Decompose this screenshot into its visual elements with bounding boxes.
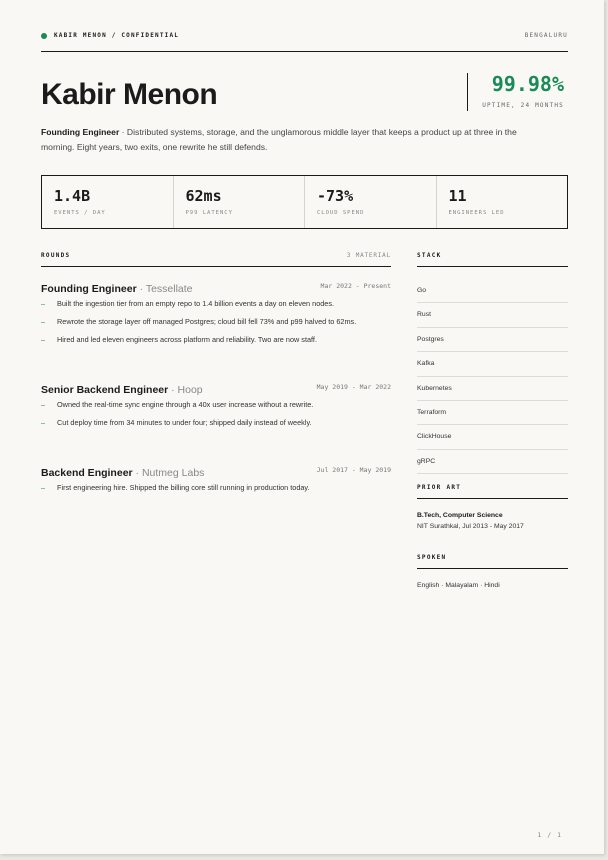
stack-item: Kafka [417,352,568,376]
top-bar [41,31,568,52]
bullet-item [41,317,391,326]
bullet-item [41,299,391,308]
dash-icon: – [41,400,46,409]
bullet-item [41,418,391,427]
headline-metric-label: UPTIME, 24 MONTHS [482,102,564,109]
stack-item: Kubernetes [417,377,568,401]
role-dates: Mar 2022 - Present [320,282,391,290]
stat-label: ENGINEERS LED [448,210,505,216]
spoken-section-header [417,554,568,569]
dash-icon: – [41,418,46,427]
bullet-text: Built the ingestion tier from an empty repo to 1.4 billion events a day on eleven nodes. [57,299,335,308]
stat-value: 11 [448,187,467,205]
role-header [41,463,391,477]
summary [41,125,551,155]
stats-strip [41,175,568,229]
stat-value: 1.4B [54,187,91,205]
stat-label: EVENTS / DAY [54,210,106,216]
role-title: Backend Engineer [41,467,133,479]
headline-metric-value: 99.98% [491,72,564,96]
stack-item: gRPC [417,450,568,474]
role-title: Founding Engineer [41,283,137,295]
stat-cloud-spend [305,176,437,228]
metric-divider [467,73,468,111]
stat-events [42,176,174,228]
header-label: KABIR MENON / CONFIDENTIAL [54,32,180,39]
stack-item: Go [417,279,568,303]
bullet-item [41,483,391,492]
rounds-count: 3 MATERIAL [346,252,391,259]
stack-item: Postgres [417,328,568,352]
prior-art-title: PRIOR ART [417,484,462,491]
role-company: · Nutmeg Labs [132,467,205,479]
bullet-text: First engineering hire. Shipped the billing core still running in production today. [57,483,310,492]
bullet-text: Rewrote the storage layer off managed Postgres; cloud bill fell 73% and p99 halved to 62ms. [57,317,357,326]
stat-label: CLOUD SPEND [317,210,365,216]
rounds-title: ROUNDS [41,252,71,259]
role-header [41,380,391,394]
stack-item: Terraform [417,401,568,425]
role-bullets [41,400,391,427]
prior-art-section-header [417,484,568,499]
education-school: NIT Surathkal, Jul 2013 - May 2017 [417,523,524,530]
role-company: · Tessellate [136,283,193,295]
dash-icon: – [41,483,46,492]
stack-section-header [417,252,568,267]
bullet-text: Cut deploy time from 34 minutes to under four; shipped daily instead of weekly. [57,418,312,427]
rounds-section-header [41,252,391,267]
spoken-title: SPOKEN [417,554,447,561]
role-bullets [41,299,391,344]
role-bullets [41,483,391,492]
stack-title: STACK [417,252,442,259]
role-company: · Hoop [168,384,203,396]
education-degree: B.Tech, Computer Science [417,512,503,519]
role-entry [41,463,391,501]
stack-item: ClickHouse [417,425,568,449]
status-dot-icon [41,33,47,39]
role-dates: Jul 2017 - May 2019 [316,466,391,474]
summary-role: Founding Engineer [41,127,120,137]
header-location: BENGALURU [524,32,568,39]
dash-icon: – [41,317,46,326]
stat-latency [174,176,306,228]
stack-list [417,279,568,474]
candidate-name: Kabir Menon [41,78,218,111]
dash-icon: – [41,299,46,308]
dash-icon: – [41,335,46,344]
summary-text: · Distributed systems, storage, and the unglamorous middle layer that keeps a product up at three in the morning. Eight years, two exits, one rewrite he still defends. [41,127,517,152]
role-entry [41,380,391,436]
bullet-text: Owned the real-time sync engine through a 40x user increase without a rewrite. [57,400,314,409]
role-header [41,279,391,293]
stat-value: -73% [317,187,354,205]
stack-item: Rust [417,303,568,327]
spoken-languages: English · Malayalam · Hindi [417,582,500,589]
stat-engineers [437,176,568,228]
bullet-item [41,335,391,344]
role-title: Senior Backend Engineer [41,384,169,396]
bullet-item [41,400,391,409]
stat-value: 62ms [185,187,222,205]
role-dates: May 2019 - Mar 2022 [316,383,391,391]
stat-label: P99 LATENCY [185,210,233,216]
role-entry [41,279,391,353]
page-number: 1 / 1 [537,831,562,839]
bullet-text: Hired and led eleven engineers across platform and reliability. Two are now staff. [57,335,317,344]
